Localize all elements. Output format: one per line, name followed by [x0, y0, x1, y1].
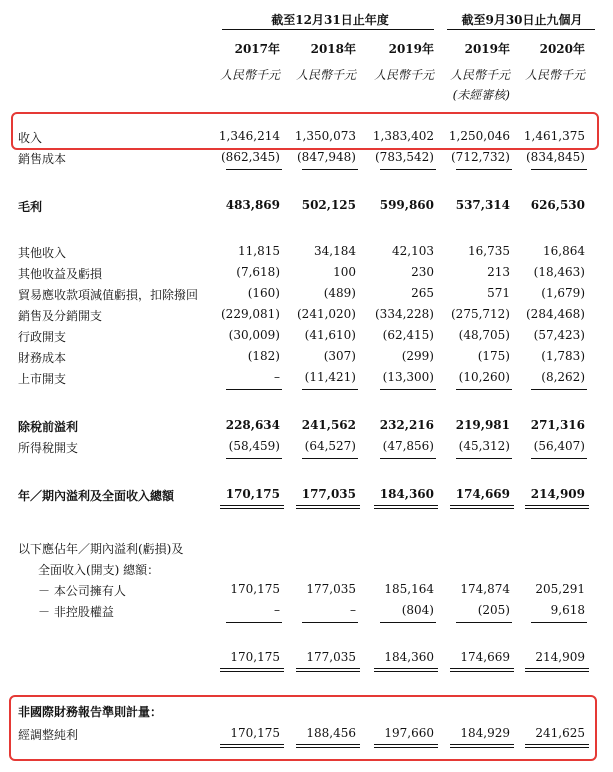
year-header-2019-9m: 2019年	[464, 42, 510, 56]
cell-listing-expenses-2020-9m: (8,262)	[541, 370, 585, 384]
cell-impairment-loss-2018: (489)	[323, 286, 356, 300]
cell-impairment-loss-2019-9m: 571	[487, 286, 510, 300]
year-header-2018: 2018年	[310, 42, 356, 56]
cell-finance-costs-2018: (307)	[323, 349, 356, 363]
cell-total-comprehensive-income-2019-9m: 174,669	[455, 487, 510, 501]
row-label-impairment-loss: 貿易應收款項減值虧損，扣除撥回	[18, 288, 199, 302]
subtotal-double-b-2018	[296, 671, 360, 672]
cell-adjusted-net-profit-2019-9m: 184,929	[460, 726, 510, 740]
adjusted-double-a-2017	[220, 744, 284, 745]
cell-gross-profit-2019-9m: 537,314	[455, 198, 510, 212]
row-label-income-tax: 所得稅開支	[18, 441, 79, 455]
row-label-profit-before-tax: 除稅前溢利	[18, 420, 79, 434]
cell-adjusted-net-profit-2019: 197,660	[384, 726, 434, 740]
cell-subtotal-2019: 184,360	[384, 650, 434, 664]
cell-revenue-2020-9m: 1,461,375	[523, 129, 585, 143]
header-group-nine-months: 截至9月30日止九個月	[461, 13, 583, 27]
cell-finance-costs-2017: (182)	[247, 349, 280, 363]
cell-listing-expenses-2019: (13,300)	[382, 370, 434, 384]
double-underline-a-2020-9m	[525, 505, 589, 506]
cell-profit-before-tax-2018: 241,562	[301, 418, 356, 432]
cell-impairment-loss-2019: 265	[411, 286, 434, 300]
cell-adjusted-net-profit-2018: 188,456	[306, 726, 356, 740]
cell-selling-expenses-2019-9m: (275,712)	[451, 307, 510, 321]
underline-cost-of-sales-2018	[302, 169, 358, 170]
cell-owners-2017: 170,175	[230, 582, 280, 596]
cell-other-gains-losses-2017: (7,618)	[236, 265, 280, 279]
cell-revenue-2019-9m: 1,250,046	[448, 129, 510, 143]
cell-income-tax-2018: (64,527)	[304, 439, 356, 453]
cell-adjusted-net-profit-2020-9m: 241,625	[535, 726, 585, 740]
row-label-adjusted-net-profit: 經調整純利	[18, 728, 79, 742]
underline-income-tax-2019-9m	[456, 458, 512, 459]
cell-other-gains-losses-2019: 230	[411, 265, 434, 279]
underline-nci-2020-9m	[531, 622, 587, 623]
cell-income-tax-2020-9m: (56,407)	[533, 439, 585, 453]
cell-owners-2019-9m: 174,874	[460, 582, 510, 596]
header-group-fiscal-year: 截至12月31日止年度	[271, 13, 389, 27]
cell-admin-expenses-2018: (41,610)	[304, 328, 356, 342]
cell-admin-expenses-2020-9m: (57,423)	[533, 328, 585, 342]
underline-listing-expenses-2019	[380, 389, 436, 390]
cell-gross-profit-2017: 483,869	[225, 198, 280, 212]
cell-other-income-2017: 11,815	[238, 244, 280, 258]
underline-listing-expenses-2019-9m	[456, 389, 512, 390]
cell-cost-of-sales-2018: (847,948)	[297, 150, 356, 164]
cell-admin-expenses-2019: (62,415)	[382, 328, 434, 342]
year-header-2020-9m: 2020年	[539, 42, 585, 56]
cell-selling-expenses-2020-9m: (284,468)	[526, 307, 585, 321]
row-label-total-comprehensive-income: 年／期內溢利及全面收入總額	[18, 489, 175, 503]
cell-revenue-2017: 1,346,214	[218, 129, 280, 143]
row-label-revenue: 收入	[18, 131, 43, 145]
unit-label-2019-9m: 人民幣千元	[449, 68, 510, 82]
row-label-other-income: 其他收入	[18, 246, 67, 260]
double-underline-a-2019	[374, 505, 438, 506]
underline-income-tax-2020-9m	[531, 458, 587, 459]
cell-listing-expenses-2017: –	[274, 370, 280, 384]
cell-total-comprehensive-income-2019: 184,360	[379, 487, 434, 501]
cell-owners-2020-9m: 205,291	[535, 582, 585, 596]
underline-cost-of-sales-2020-9m	[531, 169, 587, 170]
cell-non-controlling-2020-9m: 9,618	[550, 603, 585, 617]
underline-nci-2018	[302, 622, 358, 623]
cell-non-controlling-2019: (804)	[401, 603, 434, 617]
cell-admin-expenses-2019-9m: (48,705)	[458, 328, 510, 342]
cell-profit-before-tax-2017: 228,634	[225, 418, 280, 432]
adjusted-double-a-2019	[374, 744, 438, 745]
cell-gross-profit-2018: 502,125	[301, 198, 356, 212]
unaudited-note: (未經審核)	[452, 88, 510, 102]
subtotal-double-b-2017	[220, 671, 284, 672]
cell-subtotal-2017: 170,175	[230, 650, 280, 664]
double-underline-a-2018	[296, 505, 360, 506]
row-label-selling-expenses: 銷售及分銷開支	[18, 309, 103, 323]
cell-cost-of-sales-2019-9m: (712,732)	[451, 150, 510, 164]
cell-selling-expenses-2019: (334,228)	[375, 307, 434, 321]
underline-cost-of-sales-2019-9m	[456, 169, 512, 170]
subtotal-double-a-2017	[220, 668, 284, 669]
underline-listing-expenses-2017	[226, 389, 282, 390]
cell-cost-of-sales-2019: (783,542)	[375, 150, 434, 164]
double-underline-a-2017	[220, 505, 284, 506]
cell-total-comprehensive-income-2018: 177,035	[301, 487, 356, 501]
row-label-gross-profit: 毛利	[18, 200, 43, 214]
cell-other-gains-losses-2019-9m: 213	[487, 265, 510, 279]
subtotal-double-a-2019	[374, 668, 438, 669]
year-header-2019: 2019年	[388, 42, 434, 56]
row-label-owners: － 本公司擁有人	[38, 584, 126, 598]
cell-gross-profit-2020-9m: 626,530	[530, 198, 585, 212]
underline-income-tax-2018	[302, 458, 358, 459]
double-underline-b-2019	[374, 508, 438, 509]
subtotal-double-a-2018	[296, 668, 360, 669]
underline-income-tax-2017	[226, 458, 282, 459]
adjusted-double-b-2017	[220, 747, 284, 748]
cell-other-gains-losses-2020-9m: (18,463)	[533, 265, 585, 279]
underline-cost-of-sales-2019	[380, 169, 436, 170]
cell-selling-expenses-2018: (241,020)	[297, 307, 356, 321]
unit-label-2018: 人民幣千元	[295, 68, 356, 82]
cell-profit-before-tax-2019: 232,216	[379, 418, 434, 432]
cell-non-controlling-2018: –	[350, 603, 356, 617]
double-underline-b-2017	[220, 508, 284, 509]
cell-total-comprehensive-income-2017: 170,175	[225, 487, 280, 501]
cell-subtotal-2019-9m: 174,669	[460, 650, 510, 664]
cell-profit-before-tax-2019-9m: 219,981	[455, 418, 510, 432]
cell-cost-of-sales-2017: (862,345)	[221, 150, 280, 164]
row-label-finance-costs: 財務成本	[18, 351, 67, 365]
cell-finance-costs-2020-9m: (1,783)	[541, 349, 585, 363]
adjusted-double-b-2019	[374, 747, 438, 748]
cell-total-comprehensive-income-2020-9m: 214,909	[530, 487, 585, 501]
cell-income-tax-2017: (58,459)	[228, 439, 280, 453]
row-label-attributable-line1: 以下應佔年／期內溢利(虧損)及	[18, 542, 184, 556]
unit-label-2017: 人民幣千元	[219, 68, 280, 82]
subtotal-double-b-2019	[374, 671, 438, 672]
cell-selling-expenses-2017: (229,081)	[221, 307, 280, 321]
unit-label-2020-9m: 人民幣千元	[524, 68, 585, 82]
cell-other-income-2020-9m: 16,864	[543, 244, 585, 258]
underline-cost-of-sales-2017	[226, 169, 282, 170]
row-label-non-controlling: － 非控股權益	[38, 605, 114, 619]
year-header-2017: 2017年	[234, 42, 280, 56]
subtotal-double-a-2020-9m	[525, 668, 589, 669]
cell-other-gains-losses-2018: 100	[333, 265, 356, 279]
cell-revenue-2018: 1,350,073	[294, 129, 356, 143]
cell-adjusted-net-profit-2017: 170,175	[230, 726, 280, 740]
adjusted-double-b-2018	[296, 747, 360, 748]
double-underline-b-2019-9m	[450, 508, 514, 509]
row-label-attributable-line2: 全面收入(開支) 總額：	[38, 563, 160, 577]
cell-other-income-2019: 42,103	[392, 244, 434, 258]
cell-impairment-loss-2020-9m: (1,679)	[541, 286, 585, 300]
header-group-nine-months-underline	[447, 29, 595, 30]
cell-non-controlling-2017: –	[274, 603, 280, 617]
subtotal-double-b-2019-9m	[450, 671, 514, 672]
adjusted-double-a-2019-9m	[450, 744, 514, 745]
adjusted-double-b-2019-9m	[450, 747, 514, 748]
cell-subtotal-2020-9m: 214,909	[535, 650, 585, 664]
cell-income-tax-2019: (47,856)	[382, 439, 434, 453]
adjusted-double-a-2020-9m	[525, 744, 589, 745]
cell-subtotal-2018: 177,035	[306, 650, 356, 664]
row-label-listing-expenses: 上市開支	[18, 372, 67, 386]
cell-owners-2019: 185,164	[384, 582, 434, 596]
cell-revenue-2019: 1,383,402	[372, 129, 434, 143]
subtotal-double-a-2019-9m	[450, 668, 514, 669]
row-label-cost-of-sales: 銷售成本	[18, 152, 67, 166]
cell-admin-expenses-2017: (30,009)	[228, 328, 280, 342]
underline-listing-expenses-2018	[302, 389, 358, 390]
underline-nci-2017	[226, 622, 282, 623]
row-label-other-gains-losses: 其他收益及虧損	[18, 267, 103, 281]
cell-finance-costs-2019-9m: (175)	[477, 349, 510, 363]
cell-finance-costs-2019: (299)	[401, 349, 434, 363]
adjusted-double-a-2018	[296, 744, 360, 745]
cell-listing-expenses-2019-9m: (10,260)	[458, 370, 510, 384]
cell-listing-expenses-2018: (11,421)	[304, 370, 356, 384]
adjusted-double-b-2020-9m	[525, 747, 589, 748]
cell-gross-profit-2019: 599,860	[379, 198, 434, 212]
cell-other-income-2019-9m: 16,735	[468, 244, 510, 258]
underline-income-tax-2019	[380, 458, 436, 459]
cell-owners-2018: 177,035	[306, 582, 356, 596]
double-underline-b-2018	[296, 508, 360, 509]
cell-cost-of-sales-2020-9m: (834,845)	[526, 150, 585, 164]
header-group-fiscal-year-underline	[222, 29, 434, 30]
underline-nci-2019-9m	[456, 622, 512, 623]
underline-listing-expenses-2020-9m	[531, 389, 587, 390]
cell-income-tax-2019-9m: (45,312)	[458, 439, 510, 453]
row-label-admin-expenses: 行政開支	[18, 330, 67, 344]
cell-other-income-2018: 34,184	[314, 244, 356, 258]
cell-impairment-loss-2017: (160)	[247, 286, 280, 300]
double-underline-a-2019-9m	[450, 505, 514, 506]
double-underline-b-2020-9m	[525, 508, 589, 509]
row-label-non-ifrs-heading: 非國際財務報告準則計量：	[18, 705, 163, 719]
unit-label-2019: 人民幣千元	[373, 68, 434, 82]
cell-profit-before-tax-2020-9m: 271,316	[530, 418, 585, 432]
subtotal-double-b-2020-9m	[525, 671, 589, 672]
underline-nci-2019	[380, 622, 436, 623]
cell-non-controlling-2019-9m: (205)	[477, 603, 510, 617]
